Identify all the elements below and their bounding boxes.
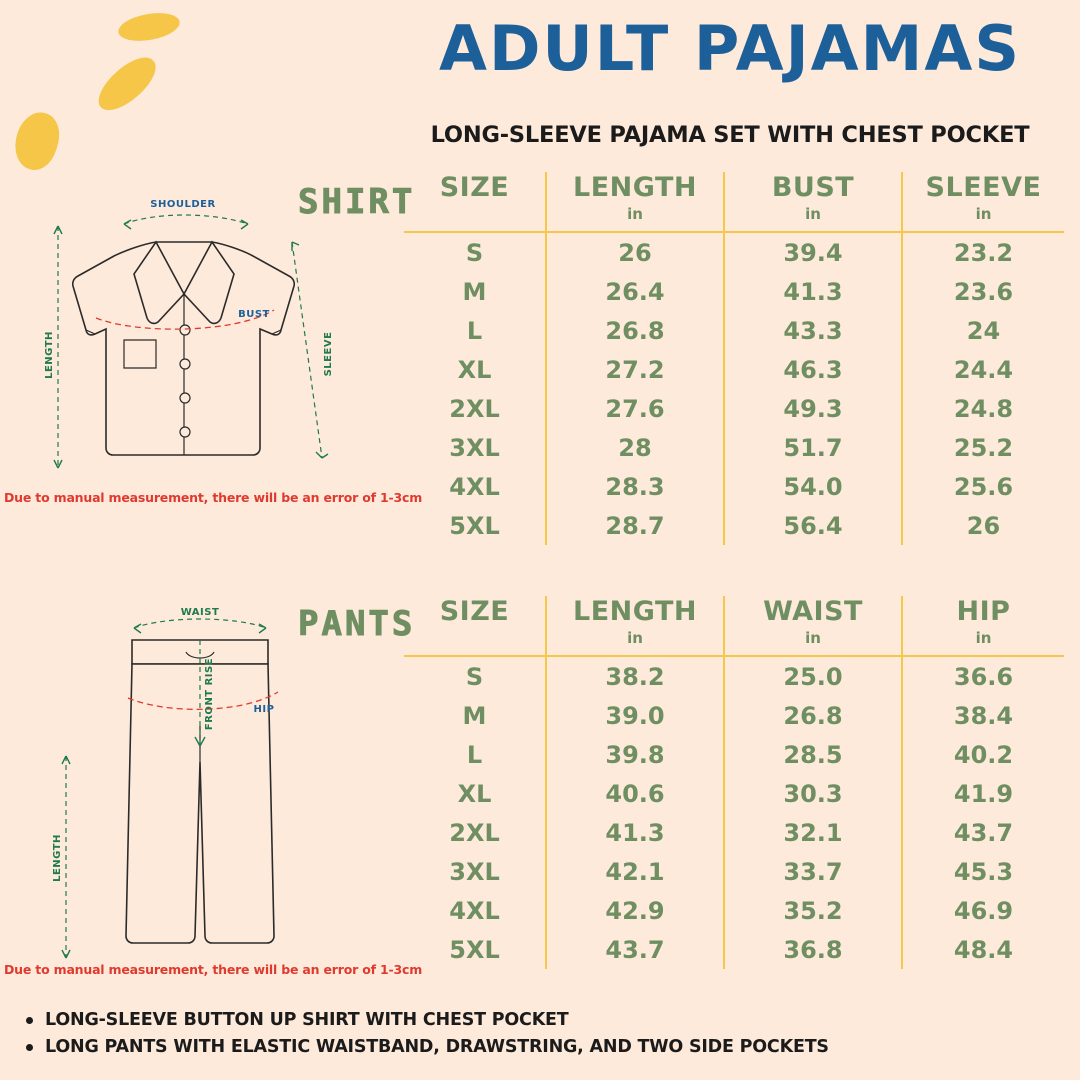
cell-waist: 26.8 xyxy=(724,696,902,735)
page-subtitle: LONG-SLEEVE PAJAMA SET WITH CHEST POCKET xyxy=(430,122,1030,148)
cell-length: 39.0 xyxy=(546,696,724,735)
cell-sleeve: 25.2 xyxy=(902,428,1064,467)
cell-hip: 48.4 xyxy=(902,930,1064,969)
shirt-col-header-size: SIZE xyxy=(439,172,510,203)
shirt-shoulder-label: SHOULDER xyxy=(150,199,216,210)
pants-size-table-wrapper xyxy=(404,596,1064,969)
cell-length: 41.3 xyxy=(546,813,724,852)
cell-size: 3XL xyxy=(449,434,500,462)
pants-col-header-size: SIZE xyxy=(439,596,510,627)
cell-size: L xyxy=(466,741,483,769)
cell-length: 28.7 xyxy=(546,506,724,545)
table-row xyxy=(404,428,1064,467)
cell-waist: 25.0 xyxy=(724,656,902,696)
cell-size: M xyxy=(462,278,487,306)
pants-section-label: PANTS xyxy=(298,604,416,644)
table-row xyxy=(404,774,1064,813)
cell-length: 26.4 xyxy=(546,272,724,311)
cell-length: 26.8 xyxy=(546,311,724,350)
cell-length: 38.2 xyxy=(546,656,724,696)
table-row xyxy=(404,930,1064,969)
shirt-length-label: LENGTH xyxy=(44,331,55,379)
pants-measurement-note: Due to manual measurement, there will be an error of 1-3cm xyxy=(4,962,423,977)
shirt-unit-bust: in xyxy=(724,204,902,232)
pants-col-header-hip: HIP xyxy=(902,596,1064,628)
decorative-blob-icon xyxy=(8,107,66,175)
cell-waist: 28.5 xyxy=(724,735,902,774)
cell-hip: 38.4 xyxy=(902,696,1064,735)
cell-bust: 51.7 xyxy=(724,428,902,467)
shirt-unit-size xyxy=(404,204,546,232)
cell-size: 4XL xyxy=(449,473,500,501)
pants-unit-length: in xyxy=(546,628,724,656)
cell-waist: 30.3 xyxy=(724,774,902,813)
cell-length: 27.2 xyxy=(546,350,724,389)
cell-size: S xyxy=(465,239,484,267)
feature-text: LONG-SLEEVE BUTTON UP SHIRT WITH CHEST POCKET xyxy=(45,1010,569,1030)
cell-bust: 56.4 xyxy=(724,506,902,545)
cell-sleeve: 23.2 xyxy=(902,232,1064,272)
decorative-blob-icon xyxy=(90,49,163,120)
table-row xyxy=(404,813,1064,852)
table-row xyxy=(404,891,1064,930)
pants-unit-waist: in xyxy=(724,628,902,656)
table-row xyxy=(404,232,1064,272)
shirt-bust-label: BUST xyxy=(238,309,270,320)
table-row xyxy=(404,389,1064,428)
cell-waist: 36.8 xyxy=(724,930,902,969)
pants-col-header-waist: WAIST xyxy=(724,596,902,628)
cell-bust: 41.3 xyxy=(724,272,902,311)
table-row xyxy=(404,467,1064,506)
cell-hip: 36.6 xyxy=(902,656,1064,696)
cell-hip: 43.7 xyxy=(902,813,1064,852)
cell-length: 28.3 xyxy=(546,467,724,506)
cell-sleeve: 23.6 xyxy=(902,272,1064,311)
cell-hip: 41.9 xyxy=(902,774,1064,813)
cell-size: M xyxy=(462,702,487,730)
cell-hip: 45.3 xyxy=(902,852,1064,891)
cell-bust: 54.0 xyxy=(724,467,902,506)
feature-text: LONG PANTS WITH ELASTIC WAISTBAND, DRAWSTRING, AND TWO SIDE POCKETS xyxy=(45,1037,829,1057)
cell-length: 27.6 xyxy=(546,389,724,428)
pants-length-label: LENGTH xyxy=(52,834,63,882)
cell-size: XL xyxy=(457,356,492,384)
cell-size: XL xyxy=(457,780,492,808)
cell-sleeve: 26 xyxy=(902,506,1064,545)
bullet-dot-icon xyxy=(26,1044,33,1051)
cell-size: L xyxy=(466,317,483,345)
shirt-unit-sleeve: in xyxy=(902,204,1064,232)
list-item xyxy=(14,1037,1064,1057)
cell-length: 42.9 xyxy=(546,891,724,930)
cell-bust: 46.3 xyxy=(724,350,902,389)
pants-unit-size xyxy=(404,628,546,656)
pants-unit-hip: in xyxy=(902,628,1064,656)
shirt-size-table xyxy=(404,172,1064,545)
table-row xyxy=(404,311,1064,350)
cell-length: 43.7 xyxy=(546,930,724,969)
shirt-measurement-note: Due to manual measurement, there will be an error of 1-3cm xyxy=(4,490,423,505)
shirt-sleeve-label: SLEEVE xyxy=(323,331,334,377)
shirt-col-header-length: LENGTH xyxy=(546,172,724,204)
cell-sleeve: 24.4 xyxy=(902,350,1064,389)
cell-sleeve: 24.8 xyxy=(902,389,1064,428)
shirt-unit-length: in xyxy=(546,204,724,232)
cell-bust: 49.3 xyxy=(724,389,902,428)
cell-length: 28 xyxy=(546,428,724,467)
cell-size: 3XL xyxy=(449,858,500,886)
shirt-diagram xyxy=(6,190,396,510)
cell-size: 5XL xyxy=(449,936,500,964)
pants-diagram xyxy=(6,606,396,986)
pants-waist-label: WAIST xyxy=(180,607,220,618)
cell-waist: 35.2 xyxy=(724,891,902,930)
cell-bust: 43.3 xyxy=(724,311,902,350)
shirt-col-header-sleeve: SLEEVE xyxy=(902,172,1064,204)
cell-size: 4XL xyxy=(449,897,500,925)
cell-length: 42.1 xyxy=(546,852,724,891)
cell-hip: 46.9 xyxy=(902,891,1064,930)
cell-sleeve: 24 xyxy=(902,311,1064,350)
cell-size: S xyxy=(465,663,484,691)
shirt-section-label: SHIRT xyxy=(298,182,416,222)
cell-bust: 39.4 xyxy=(724,232,902,272)
shirt-col-header-bust: BUST xyxy=(724,172,902,204)
bullet-dot-icon xyxy=(26,1017,33,1024)
table-row xyxy=(404,696,1064,735)
cell-waist: 33.7 xyxy=(724,852,902,891)
cell-length: 39.8 xyxy=(546,735,724,774)
cell-size: 2XL xyxy=(449,395,500,423)
shirt-size-table-wrapper xyxy=(404,172,1064,545)
table-row xyxy=(404,735,1064,774)
list-item xyxy=(14,1010,1064,1030)
cell-waist: 32.1 xyxy=(724,813,902,852)
page-title: ADULT PAJAMAS xyxy=(438,12,1022,85)
table-row xyxy=(404,506,1064,545)
table-row xyxy=(404,656,1064,696)
table-row xyxy=(404,350,1064,389)
table-row xyxy=(404,852,1064,891)
cell-size: 5XL xyxy=(449,512,500,540)
feature-list xyxy=(14,1010,1064,1064)
table-row xyxy=(404,272,1064,311)
cell-length: 40.6 xyxy=(546,774,724,813)
pants-front-rise-label: FRONT RISE xyxy=(204,657,215,731)
pants-col-header-length: LENGTH xyxy=(546,596,724,628)
cell-size: 2XL xyxy=(449,819,500,847)
cell-sleeve: 25.6 xyxy=(902,467,1064,506)
pants-size-table xyxy=(404,596,1064,969)
pants-hip-label: HIP xyxy=(253,704,275,715)
cell-hip: 40.2 xyxy=(902,735,1064,774)
decorative-blob-icon xyxy=(116,9,182,45)
cell-length: 26 xyxy=(546,232,724,272)
